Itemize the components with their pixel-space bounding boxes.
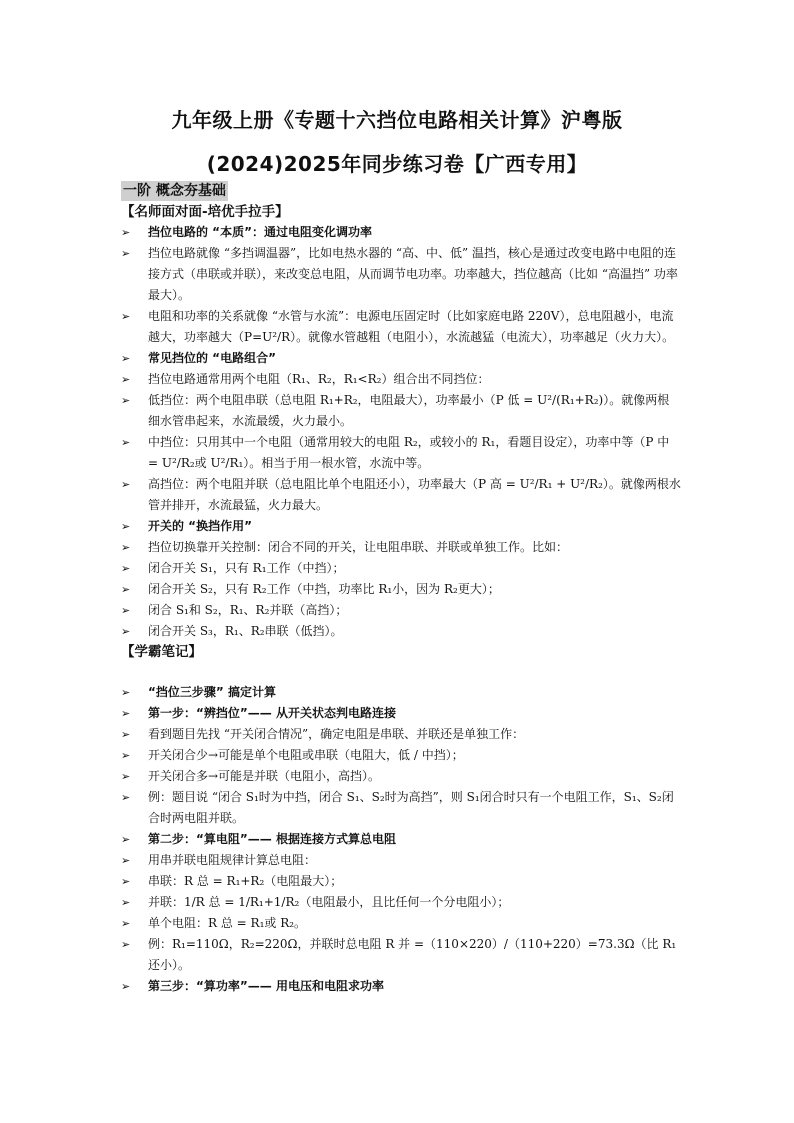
arrow-bullet-icon: ➢ <box>121 875 131 888</box>
spacer <box>121 662 681 682</box>
list-item-text: “挡位三步骤” 搞定计算 <box>148 685 276 699</box>
list-item-text: 用串并联电阻规律计算总电阻： <box>148 853 317 867</box>
list-item <box>121 850 681 871</box>
list-item <box>121 892 681 913</box>
list-item <box>121 516 681 537</box>
list-item <box>121 558 681 579</box>
list-item <box>121 724 681 745</box>
document-content <box>121 180 681 997</box>
list-item <box>121 537 681 558</box>
document-subtitle: (2024)2025年同步练习卷【广西专用】 <box>206 152 588 176</box>
list-item-text: 第一步：“辨挡位”—— 从开关状态判电路连接 <box>148 706 396 720</box>
list-item-text: 中挡位：只用其中一个电阻（通常用较大的电阻 R₂，或较小的 R₁，看题目设定），功率中等（P 中 = U²/R₂或 U²/R₁）。相当于用一根水管，水流中等。 <box>148 435 670 470</box>
arrow-bullet-icon: ➢ <box>121 310 131 323</box>
arrow-bullet-icon: ➢ <box>121 686 131 699</box>
list-item <box>121 348 681 369</box>
list-item-text: 挡位电路通常用两个电阻（R₁、R₂，R₁<R₂）组合出不同挡位： <box>148 372 490 386</box>
list-item <box>121 703 681 724</box>
list-item-text: 常见挡位的 “电路组合” <box>148 351 276 365</box>
document-title: 九年级上册《专题十六挡位电路相关计算》沪粤版 <box>171 108 623 132</box>
arrow-bullet-icon: ➢ <box>121 980 131 993</box>
list-item-text: 挡位电路就像 “多挡调温器”，比如电热水器的 “高、中、低” 温挡，核心是通过改变电路中电阻的连接方式（串联或并联），来改变总电阻，从而调节电功率。功率越大，挡位越高（比如 “高温挡” 功率最大）。 <box>148 246 678 302</box>
list-item-text: 开关闭合少→可能是单个电阻或串联（电阻大，低 / 中挡）； <box>148 748 464 762</box>
arrow-bullet-icon: ➢ <box>121 352 131 365</box>
arrow-bullet-icon: ➢ <box>121 478 131 491</box>
section-heading: 一阶 概念夯基础 <box>123 183 226 199</box>
list-item-text: 挡位切换靠开关控制：闭合不同的开关，让电阻串联、并联或单独工作。比如： <box>148 540 569 554</box>
list-item <box>121 787 681 829</box>
arrow-bullet-icon: ➢ <box>121 562 131 575</box>
list-item <box>121 913 681 934</box>
list-item <box>121 432 681 474</box>
list-item <box>121 621 681 642</box>
list-item <box>121 579 681 600</box>
list-item <box>121 766 681 787</box>
list-item <box>121 745 681 766</box>
arrow-bullet-icon: ➢ <box>121 541 131 554</box>
list-item-text: 闭合 S₁和 S₂，R₁、R₂并联（高挡）； <box>148 603 348 617</box>
list-item-text: 开关的 “换挡作用” <box>148 519 252 533</box>
list-item-text: 例：题目说 “闭合 S₁时为中挡，闭合 S₁、S₂时为高挡”，则 S₁闭合时只有一个电阻工作，S₁、S₂闭合时两电阻并联。 <box>148 790 674 825</box>
arrow-bullet-icon: ➢ <box>121 791 131 804</box>
section-subheading-teacher: 【名师面对面-培优手拉手】 <box>121 204 289 220</box>
list-item-text: 第三步：“算功率”—— 用电压和电阻求功率 <box>148 979 384 993</box>
arrow-bullet-icon: ➢ <box>121 938 131 951</box>
arrow-bullet-icon: ➢ <box>121 247 131 260</box>
arrow-bullet-icon: ➢ <box>121 520 131 533</box>
list-item-text: 串联：R 总 = R₁+R₂（电阻最大）； <box>148 874 343 888</box>
list-item-text: 第二步：“算电阻”—— 根据连接方式算总电阻 <box>148 832 396 846</box>
list-item-text: 挡位电路的 “本质”：通过电阻变化调功率 <box>148 225 372 239</box>
list-item-text: 开关闭合多→可能是并联（电阻小，高挡）。 <box>148 769 381 783</box>
list-item <box>121 600 681 621</box>
list-item-text: 低挡位：两个电阻串联（总电阻 R₁+R₂，电阻最大），功率最小（P 低 = U²/(R₁+R₂)）。就像两根细水管串起来，水流最缓，火力最小。 <box>148 393 670 428</box>
notes-list <box>121 682 681 997</box>
list-item-text: 闭合开关 S₃，R₁、R₂串联（低挡）。 <box>148 624 343 638</box>
list-item <box>121 390 681 432</box>
arrow-bullet-icon: ➢ <box>121 854 131 867</box>
list-item-text: 高挡位：两个电阻并联（总电阻比单个电阻还小），功率最大（P 高 = U²/R₁ + U²/R₂）。就像两根水管并排开，水流最猛，火力最大。 <box>148 477 681 512</box>
list-item <box>121 934 681 976</box>
section-subheading-notes: 【学霸笔记】 <box>121 644 202 660</box>
list-item <box>121 474 681 516</box>
arrow-bullet-icon: ➢ <box>121 917 131 930</box>
list-item-text: 看到题目先找 “开关闭合情况”，确定电阻是串联、并联还是单独工作： <box>148 727 525 741</box>
list-item <box>121 682 681 703</box>
arrow-bullet-icon: ➢ <box>121 373 131 386</box>
arrow-bullet-icon: ➢ <box>121 436 131 449</box>
arrow-bullet-icon: ➢ <box>121 728 131 741</box>
arrow-bullet-icon: ➢ <box>121 896 131 909</box>
arrow-bullet-icon: ➢ <box>121 394 131 407</box>
arrow-bullet-icon: ➢ <box>121 583 131 596</box>
arrow-bullet-icon: ➢ <box>121 604 131 617</box>
arrow-bullet-icon: ➢ <box>121 770 131 783</box>
list-item-text: 闭合开关 S₁，只有 R₁工作（中挡）； <box>148 561 345 575</box>
list-item-text: 单个电阻：R 总 = R₁或 R₂。 <box>148 916 307 930</box>
arrow-bullet-icon: ➢ <box>121 749 131 762</box>
list-item <box>121 222 681 243</box>
list-item-text: 闭合开关 S₂，只有 R₂工作（中挡，功率比 R₁小，因为 R₂更大）； <box>148 582 500 596</box>
list-item <box>121 306 681 348</box>
list-item-text: 例：R₁=110Ω，R₂=220Ω，并联时总电阻 R 并 =（110×220）/（110+220）=73.3Ω（比 R₁还小）。 <box>148 937 677 972</box>
list-item-text: 并联：1/R 总 = 1/R₁+1/R₂（电阻最小，且比任何一个分电阻小）； <box>148 895 510 909</box>
list-item-text: 电阻和功率的关系就像 “水管与水流”：电源电压固定时（比如家庭电路 220V），总电阻越小，电流越大，功率越大（P=U²/R）。就像水管越粗（电阻小），水流越猛（电流大），功率越足（火力大）。 <box>148 309 675 344</box>
arrow-bullet-icon: ➢ <box>121 833 131 846</box>
concept-list <box>121 222 681 642</box>
arrow-bullet-icon: ➢ <box>121 625 131 638</box>
list-item <box>121 369 681 390</box>
list-item <box>121 976 681 997</box>
list-item <box>121 829 681 850</box>
arrow-bullet-icon: ➢ <box>121 707 131 720</box>
list-item <box>121 871 681 892</box>
arrow-bullet-icon: ➢ <box>121 226 131 239</box>
list-item <box>121 243 681 306</box>
